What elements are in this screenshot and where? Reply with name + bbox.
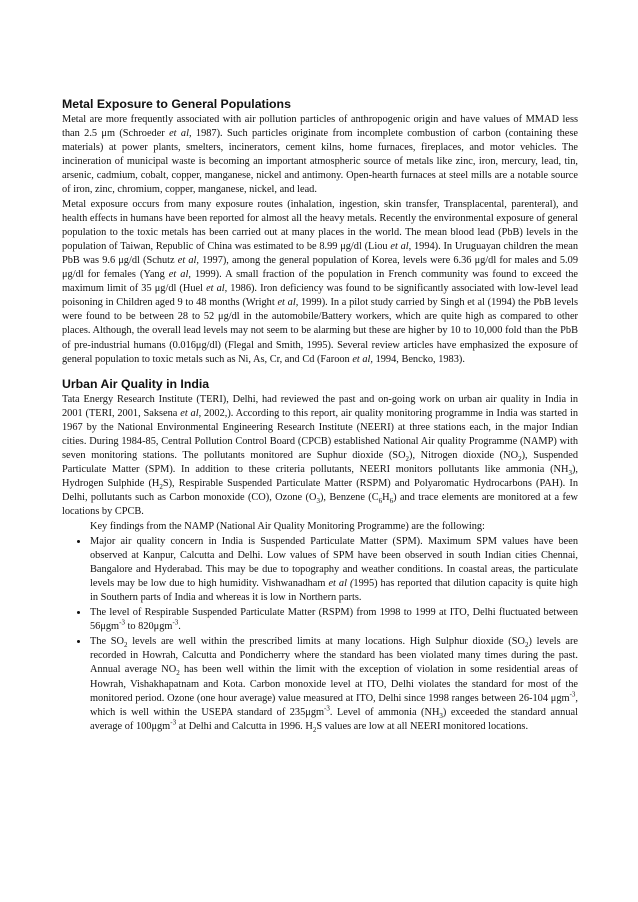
finding-item-spm: • Major air quality concern in India is Suspended Particulate Matter (SPM). Maximum SPM values have been observed at Kanpur, Calcutta and Delhi. Low values of SPM have been observed in south Indian cities Chennai, Bangalore and Hyderabad. This may be due to topography and weather conditions. In coastal areas, the particulate levels may be low due to high humidity. Vishwanadham et al (1995) has reported that dilution capacity is quite high in Southern parts of India and whereas it is low in Northern parts. [89,534,578,605]
section-heading-urban-air-quality: Urban Air Quality in India [62,376,210,391]
finding-item-rspm: • The level of Respirable Suspended Particulate Matter (RSPM) from 1998 to 1999 at ITO, Delhi fluctuated between 56μgm$^{-3}$ to 820μgm$^{-3}$. [89,605,578,634]
key-findings-list [62,534,578,734]
finding-item-gases: • The $SO_2$ levels are well within the prescribed limits at many locations. High Sulphur dioxide $(SO_2)$ levels are recorded in Howrah, Calcutta and Pondicherry where the standard has been violated many times during the past. Annual average $NO_2$ has been well within the limit with the exception of violation in some residential areas of Howrah, Vishakhapatnam and Kota. Carbon monoxide level at ITO, Delhi violates the standard for most of the monitored period. Ozone (one hour average) value measured at ITO, Delhi since 1998 ranges between 26-104 μgm$^{-3}$, which is well within the USEPA standard of 235μgm$^{-3}$. Level of ammonia $(NH_3)$ exceeded the standard annual average of 100μgm$^{-3}$ at Delhi and Calcutta in 1996. $H_2S$ values are low at all NEERI monitored locations. [89,634,578,734]
section-heading-metal-exposure: Metal Exposure to General Populations [62,97,291,111]
paragraph-key-findings-intro: Key findings from the NAMP (National Air Quality Monitoring Programme) are the following: [90,520,485,532]
paragraph-metal-sources: Metal are more frequently associated with air pollution particles of anthropogenic origin and have values of MMAD less than 2.5 μm (Schroeder et al, 1987). Such particles originate from incomplete combustion of carbon (containing these materials) at power plants, smelters, incinerators, cement kilns, home furnaces, fireplaces, and motor vehicles. The incineration of municipal waste is becoming an important atmospheric source of metals like zinc, iron, mercury, lead, tin, arsenic, cadmium, cobalt, copper, manganese, nickel and antimony. Open-hearth furnaces at steel mills are a notable source of iron, zinc, chromium, copper, manganese, nickel, and lead. [62,114,578,196]
paragraph-metal-exposure-routes: Metal exposure occurs from many exposure routes (inhalation, ingestion, skin transfer, Transplacental, parenteral), and health effects in humans have been reported for almost all the heavy metals. Recently the environmental exposure of general population to the toxic metals has been carried out at many places in the world. The mean blood lead (PbB) levels in the population of Taiwan, Republic of China was estimated to be 8.99 μg/dl (Liou et al, 1994). In Uruguayan children the mean PbB was 9.6 μg/dl (Schutz et al, 1997), among the general population of Korea, levels were 6.36 μg/dl for males and 5.09 μg/dl for females (Yang et al, 1999). A small fraction of the population in French community was found to exceed the maximum limit of 35 μg/dl (Huel et al, 1986). Iron deficiency was found to be significantly associated with low-level lead poisoning in Children aged 9 to 48 months (Wright et al, 1999). In a pilot study carried by Singh et al (1994) the PbB levels were found to be between 28 to 52 μg/dl in the automobile/Battery workers, which are quite high as compared to other places. Although, the overall lead levels may not seem to be alarming but these are higher by 10 to 10,000 fold than the PbB of pre-industrial humans (0.016μg/dl) (Flegal and Smith, 1995). Several review articles have emphasized the exposure of general population to toxic metals such as Ni, As, Cr, and Cd (Faroon et al, 1994, Bencko, 1983). [62,198,579,365]
paragraph-teri-review: Tata Energy Research Institute (TERI), Delhi, had reviewed the past and on-going work on urban air quality in India in 2001 (TERI, 2001, Saksena et al, 2002,). According to this report, air quality monitoring programme in India was started in 1967 by the National Environmental Engineering Research Institute (NEERI) at three stations each, in the major Indian cities. During 1984-85, Central Pollution Control Board (CPCB) established National Air quality Programme (NAMP) with seven monitoring stations. The pollutants monitored are Suphur dioxide $(SO_2)$, Nitrogen dioxide $(NO_2)$, Suspended Particulate Matter (SPM). In addition to these criteria pollutants, NEERI monitors pollutants like ammonia $(NH_3)$, Hydrogen Sulphide $(H_2S)$, Respirable Suspended Particulate Matter (RSPM) and Polyaromatic Hydrocarbons (PAH). In Delhi, pollutants such as Carbon monoxide (CO), Ozone $(O_3)$, Benzene $(C_6H_6)$ and trace elements are monitored at a few locations by CPCB. [62,393,579,518]
document-page [62,96,578,734]
